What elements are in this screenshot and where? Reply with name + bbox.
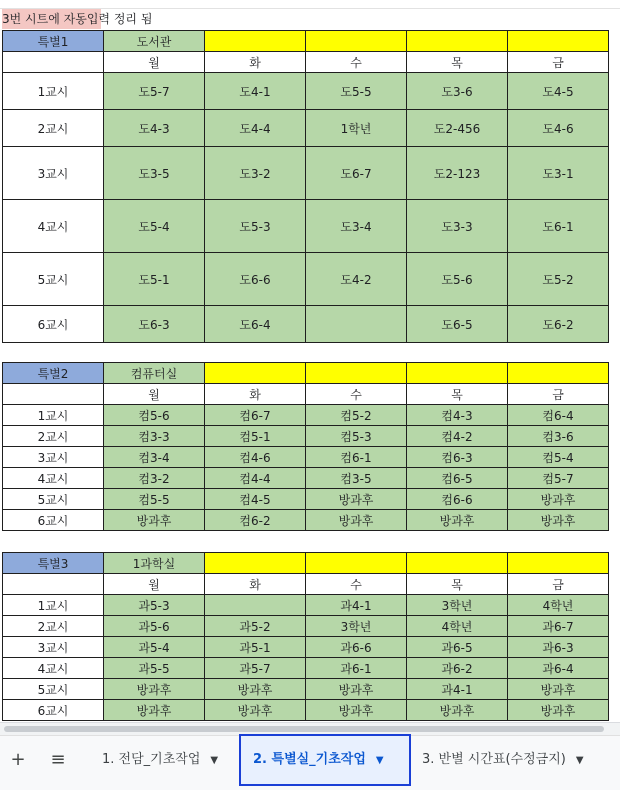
sheet-tab-bar [0, 735, 620, 790]
yellow-header-cell[interactable] [306, 31, 407, 52]
table-row [3, 73, 609, 110]
table-row [3, 679, 609, 700]
schedule-cell[interactable] [306, 306, 407, 343]
schedule-cell[interactable]: 3학년 [407, 595, 508, 616]
schedule-cell[interactable]: 도3-5 [104, 147, 205, 200]
day-header-cell[interactable]: 금 [508, 52, 609, 73]
day-header-cell[interactable]: 수 [306, 384, 407, 405]
day-header-cell[interactable]: 목 [407, 52, 508, 73]
section-label-cell[interactable]: 특별2 [3, 363, 104, 384]
schedule-cell[interactable]: 컴5-5 [104, 489, 205, 510]
schedule-cell[interactable]: 과6-7 [508, 616, 609, 637]
schedule-cell[interactable]: 과5-4 [104, 637, 205, 658]
schedule-cell[interactable]: 방과후 [306, 700, 407, 721]
empty-cell[interactable] [3, 52, 104, 73]
schedule-cell[interactable]: 컴4-6 [205, 447, 306, 468]
period-cell[interactable]: 2교시 [3, 110, 104, 147]
table-row [3, 489, 609, 510]
table-row [3, 700, 609, 721]
schedule-cell[interactable]: 컴3-2 [104, 468, 205, 489]
period-cell[interactable]: 1교시 [3, 73, 104, 110]
schedule-cell[interactable]: 도4-6 [508, 110, 609, 147]
section-label-cell[interactable]: 특별1 [3, 31, 104, 52]
schedule-cell[interactable]: 컴6-4 [508, 405, 609, 426]
tab-label: 1. 전담_기초작업 [102, 752, 201, 767]
period-cell[interactable]: 5교시 [3, 679, 104, 700]
schedule-cell[interactable]: 과6-4 [508, 658, 609, 679]
schedule-cell[interactable]: 방과후 [508, 489, 609, 510]
yellow-header-cell[interactable] [508, 31, 609, 52]
schedule-cell[interactable]: 3학년 [306, 616, 407, 637]
table-row [3, 637, 609, 658]
yellow-header-cell[interactable] [508, 553, 609, 574]
schedule-cell[interactable]: 방과후 [508, 679, 609, 700]
period-cell[interactable]: 3교시 [3, 447, 104, 468]
yellow-header-cell[interactable] [407, 31, 508, 52]
schedule-cell[interactable]: 도6-5 [407, 306, 508, 343]
schedule-cell[interactable]: 4학년 [508, 595, 609, 616]
schedule-cell[interactable]: 컴6-7 [205, 405, 306, 426]
tab-sheet-1[interactable] [88, 742, 228, 778]
scrollbar-thumb[interactable] [4, 726, 604, 732]
schedule-cell[interactable]: 컴3-5 [306, 468, 407, 489]
schedule-cell[interactable]: 방과후 [104, 510, 205, 531]
day-header-cell[interactable]: 금 [508, 574, 609, 595]
period-cell[interactable]: 1교시 [3, 595, 104, 616]
schedule-cell[interactable]: 도6-2 [508, 306, 609, 343]
chevron-down-icon[interactable]: ▼ [375, 755, 384, 766]
timetable-special2 [2, 362, 609, 531]
empty-cell[interactable] [3, 384, 104, 405]
schedule-cell[interactable]: 방과후 [407, 700, 508, 721]
room-name-cell[interactable]: 컴퓨터실 [104, 363, 205, 384]
schedule-cell[interactable]: 도5-2 [508, 253, 609, 306]
yellow-header-cell[interactable] [205, 553, 306, 574]
schedule-cell[interactable]: 방과후 [306, 510, 407, 531]
table-row [3, 253, 609, 306]
schedule-cell[interactable]: 컴5-4 [508, 447, 609, 468]
chevron-down-icon[interactable]: ▼ [575, 755, 584, 766]
schedule-cell[interactable]: 방과후 [407, 510, 508, 531]
yellow-header-cell[interactable] [407, 553, 508, 574]
schedule-cell[interactable]: 도5-5 [306, 73, 407, 110]
schedule-cell[interactable]: 컴5-1 [205, 426, 306, 447]
period-cell[interactable]: 2교시 [3, 616, 104, 637]
schedule-cell[interactable]: 컴6-2 [205, 510, 306, 531]
schedule-cell[interactable]: 과6-5 [407, 637, 508, 658]
timetable-special3 [2, 552, 609, 721]
schedule-cell[interactable]: 과4-1 [306, 595, 407, 616]
day-header-cell[interactable]: 화 [205, 52, 306, 73]
schedule-cell[interactable]: 과5-2 [205, 616, 306, 637]
schedule-cell[interactable]: 컴5-3 [306, 426, 407, 447]
table-row [3, 595, 609, 616]
yellow-header-cell[interactable] [205, 363, 306, 384]
table-row [3, 447, 609, 468]
period-cell[interactable]: 1교시 [3, 405, 104, 426]
tab-sheet-2[interactable] [239, 734, 411, 786]
schedule-cell[interactable]: 컴5-7 [508, 468, 609, 489]
schedule-cell[interactable]: 방과후 [205, 700, 306, 721]
timetable-special1 [2, 30, 609, 343]
plus-icon[interactable]: + [10, 749, 26, 770]
day-header-cell[interactable]: 수 [306, 574, 407, 595]
tab-sheet-3[interactable] [420, 742, 620, 778]
room-name-cell[interactable]: 도서관 [104, 31, 205, 52]
table-row [3, 510, 609, 531]
room-name-cell[interactable]: 1과학실 [104, 553, 205, 574]
yellow-header-cell[interactable] [306, 553, 407, 574]
schedule-cell[interactable]: 과5-5 [104, 658, 205, 679]
schedule-cell[interactable]: 방과후 [205, 679, 306, 700]
day-header-cell[interactable]: 월 [104, 574, 205, 595]
table-row [3, 147, 609, 200]
schedule-cell[interactable]: 컴4-3 [407, 405, 508, 426]
period-cell[interactable]: 3교시 [3, 147, 104, 200]
schedule-cell[interactable]: 방과후 [508, 700, 609, 721]
schedule-cell[interactable]: 4학년 [407, 616, 508, 637]
period-cell[interactable]: 4교시 [3, 468, 104, 489]
schedule-cell[interactable]: 도6-4 [205, 306, 306, 343]
schedule-cell[interactable]: 과6-1 [306, 658, 407, 679]
schedule-cell[interactable]: 도3-1 [508, 147, 609, 200]
tab-label: 2. 특별실_기초작업 [253, 752, 366, 767]
schedule-cell[interactable]: 컴5-2 [306, 405, 407, 426]
schedule-cell[interactable]: 도3-4 [306, 200, 407, 253]
schedule-cell[interactable]: 도6-7 [306, 147, 407, 200]
schedule-cell[interactable]: 도3-2 [205, 147, 306, 200]
table-row [3, 468, 609, 489]
chevron-down-icon[interactable]: ▼ [210, 755, 219, 766]
day-header-cell[interactable]: 월 [104, 384, 205, 405]
table-row [3, 616, 609, 637]
schedule-cell[interactable]: 과6-6 [306, 637, 407, 658]
day-header-cell[interactable]: 수 [306, 52, 407, 73]
table-row [3, 110, 609, 147]
schedule-cell[interactable]: 컴4-5 [205, 489, 306, 510]
schedule-cell[interactable]: 컴5-6 [104, 405, 205, 426]
day-header-cell[interactable]: 금 [508, 384, 609, 405]
schedule-cell[interactable]: 컴4-2 [407, 426, 508, 447]
schedule-cell[interactable]: 과4-1 [407, 679, 508, 700]
yellow-header-cell[interactable] [306, 363, 407, 384]
period-cell[interactable]: 5교시 [3, 253, 104, 306]
table-row [3, 426, 609, 447]
yellow-header-cell[interactable] [508, 363, 609, 384]
schedule-cell[interactable] [205, 595, 306, 616]
note-text[interactable]: 3번 시트에 자동입력 정리 됨 [2, 12, 153, 26]
schedule-cell[interactable]: 도4-4 [205, 110, 306, 147]
schedule-cell[interactable]: 도5-7 [104, 73, 205, 110]
schedule-cell[interactable]: 방과후 [306, 489, 407, 510]
schedule-cell[interactable]: 도5-1 [104, 253, 205, 306]
period-cell[interactable]: 6교시 [3, 510, 104, 531]
column-header-strip [0, 0, 620, 9]
schedule-cell[interactable]: 방과후 [104, 700, 205, 721]
schedule-cell[interactable]: 도3-3 [407, 200, 508, 253]
period-cell[interactable]: 4교시 [3, 200, 104, 253]
schedule-cell[interactable]: 도5-3 [205, 200, 306, 253]
schedule-cell[interactable]: 방과후 [508, 510, 609, 531]
schedule-cell[interactable]: 컴3-3 [104, 426, 205, 447]
schedule-cell[interactable]: 컴6-3 [407, 447, 508, 468]
empty-cell[interactable] [3, 574, 104, 595]
schedule-cell[interactable]: 과5-7 [205, 658, 306, 679]
schedule-cell[interactable]: 도6-1 [508, 200, 609, 253]
table-row [3, 405, 609, 426]
schedule-cell[interactable]: 도2-123 [407, 147, 508, 200]
period-cell[interactable]: 3교시 [3, 637, 104, 658]
schedule-cell[interactable]: 도5-4 [104, 200, 205, 253]
schedule-cell[interactable]: 컴6-1 [306, 447, 407, 468]
schedule-cell[interactable]: 도6-6 [205, 253, 306, 306]
schedule-cell[interactable]: 컴4-4 [205, 468, 306, 489]
schedule-cell[interactable]: 도4-3 [104, 110, 205, 147]
schedule-cell[interactable]: 컴3-6 [508, 426, 609, 447]
day-header-cell[interactable]: 화 [205, 574, 306, 595]
schedule-cell[interactable]: 도5-6 [407, 253, 508, 306]
table-row [3, 200, 609, 253]
schedule-cell[interactable]: 과5-1 [205, 637, 306, 658]
day-header-cell[interactable]: 목 [407, 384, 508, 405]
schedule-cell[interactable]: 과6-3 [508, 637, 609, 658]
yellow-header-cell[interactable] [407, 363, 508, 384]
table-row [3, 658, 609, 679]
sheet-list-icon[interactable]: ≡ [50, 749, 66, 770]
schedule-cell[interactable]: 도4-5 [508, 73, 609, 110]
schedule-cell[interactable]: 도4-2 [306, 253, 407, 306]
day-header-cell[interactable]: 화 [205, 384, 306, 405]
schedule-cell[interactable]: 과5-6 [104, 616, 205, 637]
table-row [3, 306, 609, 343]
yellow-header-cell[interactable] [205, 31, 306, 52]
period-cell[interactable]: 6교시 [3, 700, 104, 721]
schedule-cell[interactable]: 컴6-6 [407, 489, 508, 510]
section-label-cell[interactable]: 특별3 [3, 553, 104, 574]
day-header-cell[interactable]: 월 [104, 52, 205, 73]
schedule-cell[interactable]: 도2-456 [407, 110, 508, 147]
period-cell[interactable]: 5교시 [3, 489, 104, 510]
schedule-cell[interactable]: 과5-3 [104, 595, 205, 616]
schedule-cell[interactable]: 컴3-4 [104, 447, 205, 468]
schedule-cell[interactable]: 컴6-5 [407, 468, 508, 489]
schedule-cell[interactable]: 방과후 [306, 679, 407, 700]
schedule-cell[interactable]: 과6-2 [407, 658, 508, 679]
day-header-cell[interactable]: 목 [407, 574, 508, 595]
schedule-cell[interactable]: 도4-1 [205, 73, 306, 110]
schedule-cell[interactable]: 도6-3 [104, 306, 205, 343]
schedule-cell[interactable]: 방과후 [104, 679, 205, 700]
period-cell[interactable]: 4교시 [3, 658, 104, 679]
period-cell[interactable]: 2교시 [3, 426, 104, 447]
tab-label: 3. 반별 시간표(수정금지) [422, 752, 566, 767]
period-cell[interactable]: 6교시 [3, 306, 104, 343]
schedule-cell[interactable]: 도3-6 [407, 73, 508, 110]
schedule-cell[interactable]: 1학년 [306, 110, 407, 147]
